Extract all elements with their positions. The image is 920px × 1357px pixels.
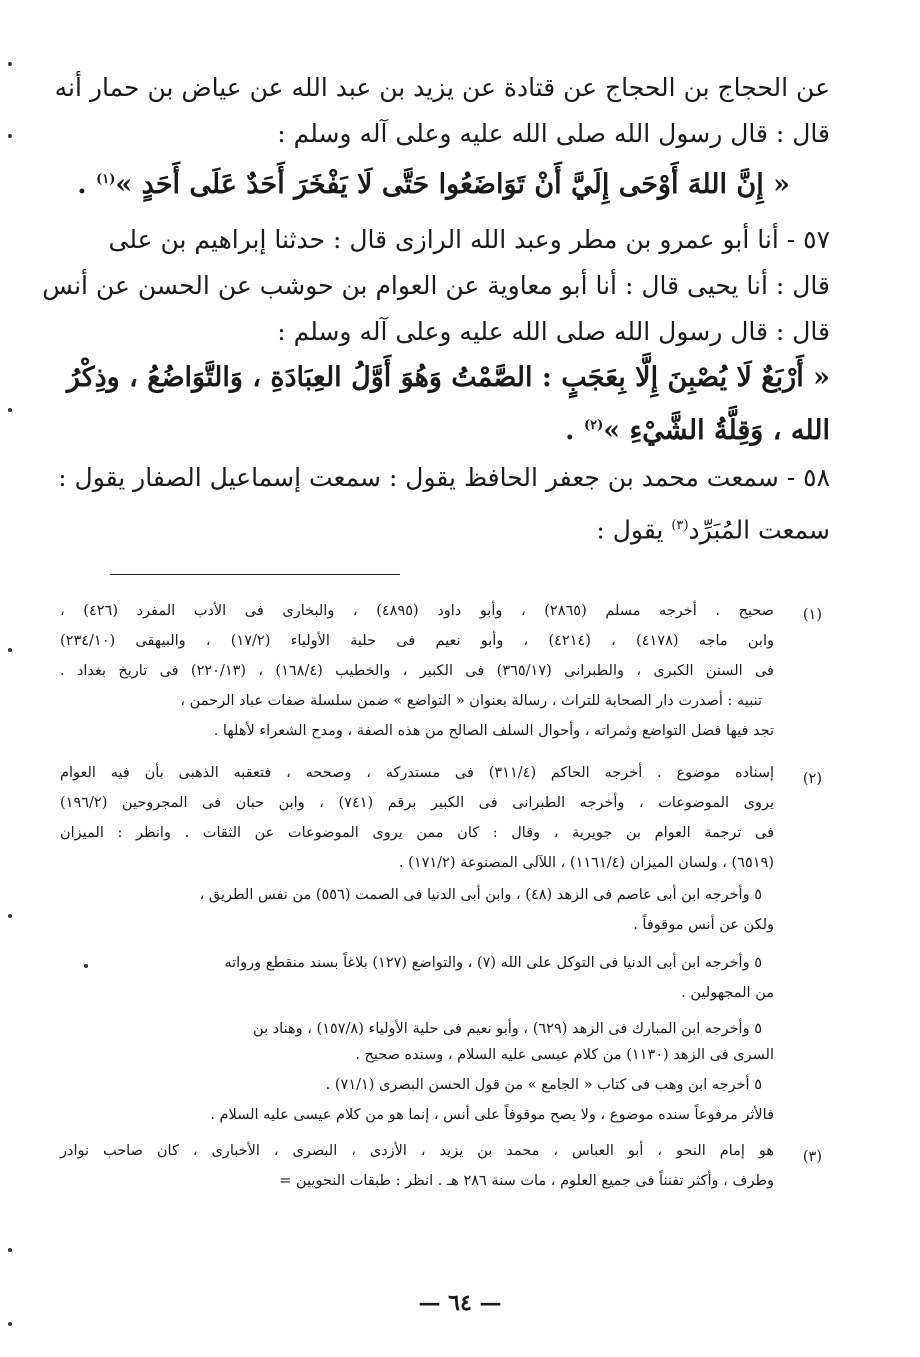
footnote-ref-1: (١) xyxy=(96,172,116,187)
text-line: عن الحجاج بن الحجاج عن قتادة عن يزيد بن عبد الله عن عياض بن حمار أنه xyxy=(54,73,830,102)
footnote-ref-3: (٣) xyxy=(671,518,689,533)
text-line: قال : قال رسول الله صلى الله عليه وعلى آله وسلم : xyxy=(277,317,830,346)
scan-speck xyxy=(8,134,12,138)
text-line xyxy=(110,504,830,552)
scan-speck xyxy=(8,914,12,918)
scan-speck xyxy=(8,1322,12,1326)
footnote-line: ٥ وأخرجه ابن أبى الدنيا فى التوكل على الله (٧) ، والتواضع (١٢٧) بلاغاً بسند منقطع ورواته xyxy=(224,955,762,971)
footnote-number-1: (١) xyxy=(802,607,822,623)
footnote-line: تجد فيها فضل التواضع وثمراته ، وأحوال السلف الصالح من هذه الصفة ، ومدح الشعراء لأهلها . xyxy=(213,723,774,739)
footnote-line: تنبيه : أصدرت دار الصحابة للتراث ، رسالة بعنوان « التواضع » ضمن سلسلة صفات عباد الرحمن ، xyxy=(180,693,762,709)
footnote-number-3: (٣) xyxy=(802,1149,822,1165)
end-dot: . xyxy=(565,415,575,446)
hadith-quote: « أَرْبَعٌ لَا يُصْبِنَ إِلَّا بِعَجَبٍ : الصَّمْتُ وَهُوَ أَوَّلُ العِبَادَةِ ، وَالتَّوَاضُعُ ، وذِكْرُ xyxy=(66,362,830,393)
text-line: ٥٧ - أنا أبو عمرو بن مطر وعبد الله الرازى قال : حدثنا إبراهيم بن على xyxy=(108,225,830,254)
footnote-line: السرى فى الزهد (١١٣٠) من كلام عيسى عليه السلام ، وسنده صحيح . xyxy=(355,1047,774,1063)
hadith-quote xyxy=(77,158,790,207)
scan-speck xyxy=(8,408,12,412)
footnote-line: وابن ماجه (٤١٧٨) ، (٤٢١٤) ، وأبو نعيم فى حلية الأولياء (١٧/٢) ، والبيهقى (٢٣٤/١٠) xyxy=(60,633,774,649)
footnote-line: ٥ وأخرجه ابن المبارك فى الزهد (٦٢٩) ، وأبو نعيم فى حلية الأولياء (١٥٧/٨) ، وهناد بن xyxy=(253,1021,762,1037)
footnote-line: وطرف ، وأكثر تفنناً فى جميع العلوم ، مات سنة ٢٨٦ هـ . انظر : طبقات النحويين = xyxy=(279,1173,774,1189)
footnote-line: ٥ أخرجه ابن وهب فى كتاب « الجامع » من قول الحسن البصرى (٧١/١) . xyxy=(325,1077,762,1093)
footnote-divider xyxy=(110,574,400,575)
text-line: ٥٨ - سمعت محمد بن جعفر الحافظ يقول : سمعت إسماعيل الصفار يقول : xyxy=(58,463,830,492)
hadith-text: « إِنَّ اللهَ أَوْحَى إِلَيَّ أَنْ تَوَاضَعُوا حَتَّى لَا يَفْخَرَ أَحَدٌ عَلَى أَحَدٍ » xyxy=(115,169,790,200)
text-line: قال : أنا يحيى قال : أنا أبو معاوية عن العوام بن حوشب عن الحسن عن أنس xyxy=(42,271,830,300)
text-span: سمعت المُبَرِّد xyxy=(688,515,830,545)
hadith-quote-end xyxy=(110,404,830,453)
footnote-line: هو إمام النحو ، أبو العباس ، محمد بن يزيد ، الأزدى ، البصرى ، الأخبارى ، كان صاحب نوادر xyxy=(60,1143,774,1159)
footnote-ref-2: (٢) xyxy=(583,418,604,433)
footnote-line: (٦٥١٩) ، ولسان الميزان (١١٦١/٤) ، اللآلى المصنوعة (١٧١/٢) . xyxy=(398,855,774,871)
footnote-line: فى ترجمة العوام بن جويرية ، وقال : كان ممن يروى الموضوعات عن الثقات . وانظر : الميزان xyxy=(60,825,774,841)
footnote-line: إسناده موضوع . أخرجه الحاكم (٣١١/٤) فى مستدركه ، وصححه ، فتعقبه الذهبى بأن فيه العوام xyxy=(60,765,774,781)
footnote-number-2: (٢) xyxy=(802,771,822,787)
page-number: — ٦٤ — xyxy=(418,1290,502,1316)
scan-speck xyxy=(8,62,12,66)
footnote-line: فى السنن الكبرى ، والطبرانى (٣٦٥/١٧) فى الكبير ، والخطيب (١٦٨/٤) ، (٢٢٠/١٣) فى تاريخ بغداد . xyxy=(60,663,774,679)
text-line: قال : قال رسول الله صلى الله عليه وعلى آله وسلم : xyxy=(277,119,830,148)
scan-speck xyxy=(84,964,88,968)
footnote-line: صحيح . أخرجه مسلم (٢٨٦٥) ، وأبو داود (٤٨٩٥) ، والبخارى فى الأدب المفرد (٤٢٦) ، xyxy=(60,603,774,619)
footnote-line: ولكن عن أنس موقوفاً . xyxy=(633,917,774,933)
text-span: يقول : xyxy=(596,515,664,545)
footnote-line: ٥ وأخرجه ابن أبى عاصم فى الزهد (٤٨) ، وابن أبى الدنيا فى الصمت (٥٥٦) من نفس الطريق ، xyxy=(199,887,762,903)
footnote-line: يروى الموضوعات ، وأخرجه الطبرانى فى الكبير برقم (٧٤١) ، وابن حبان فى المجروحين (١٩٦/٢) xyxy=(60,795,774,811)
footnote-line: من المجهولين . xyxy=(681,985,774,1001)
end-dot: . xyxy=(77,169,87,200)
footnote-line: فالأثر مرفوعاً سنده موضوع ، ولا يصح موقوفاً على أنس ، إنما هو من كلام عيسى عليه السلام . xyxy=(210,1107,774,1123)
scan-speck xyxy=(8,648,12,652)
hadith-text: الله ، وَقِلَّةُ الشَّيْءِ » xyxy=(603,415,830,446)
scan-speck xyxy=(8,1248,12,1252)
